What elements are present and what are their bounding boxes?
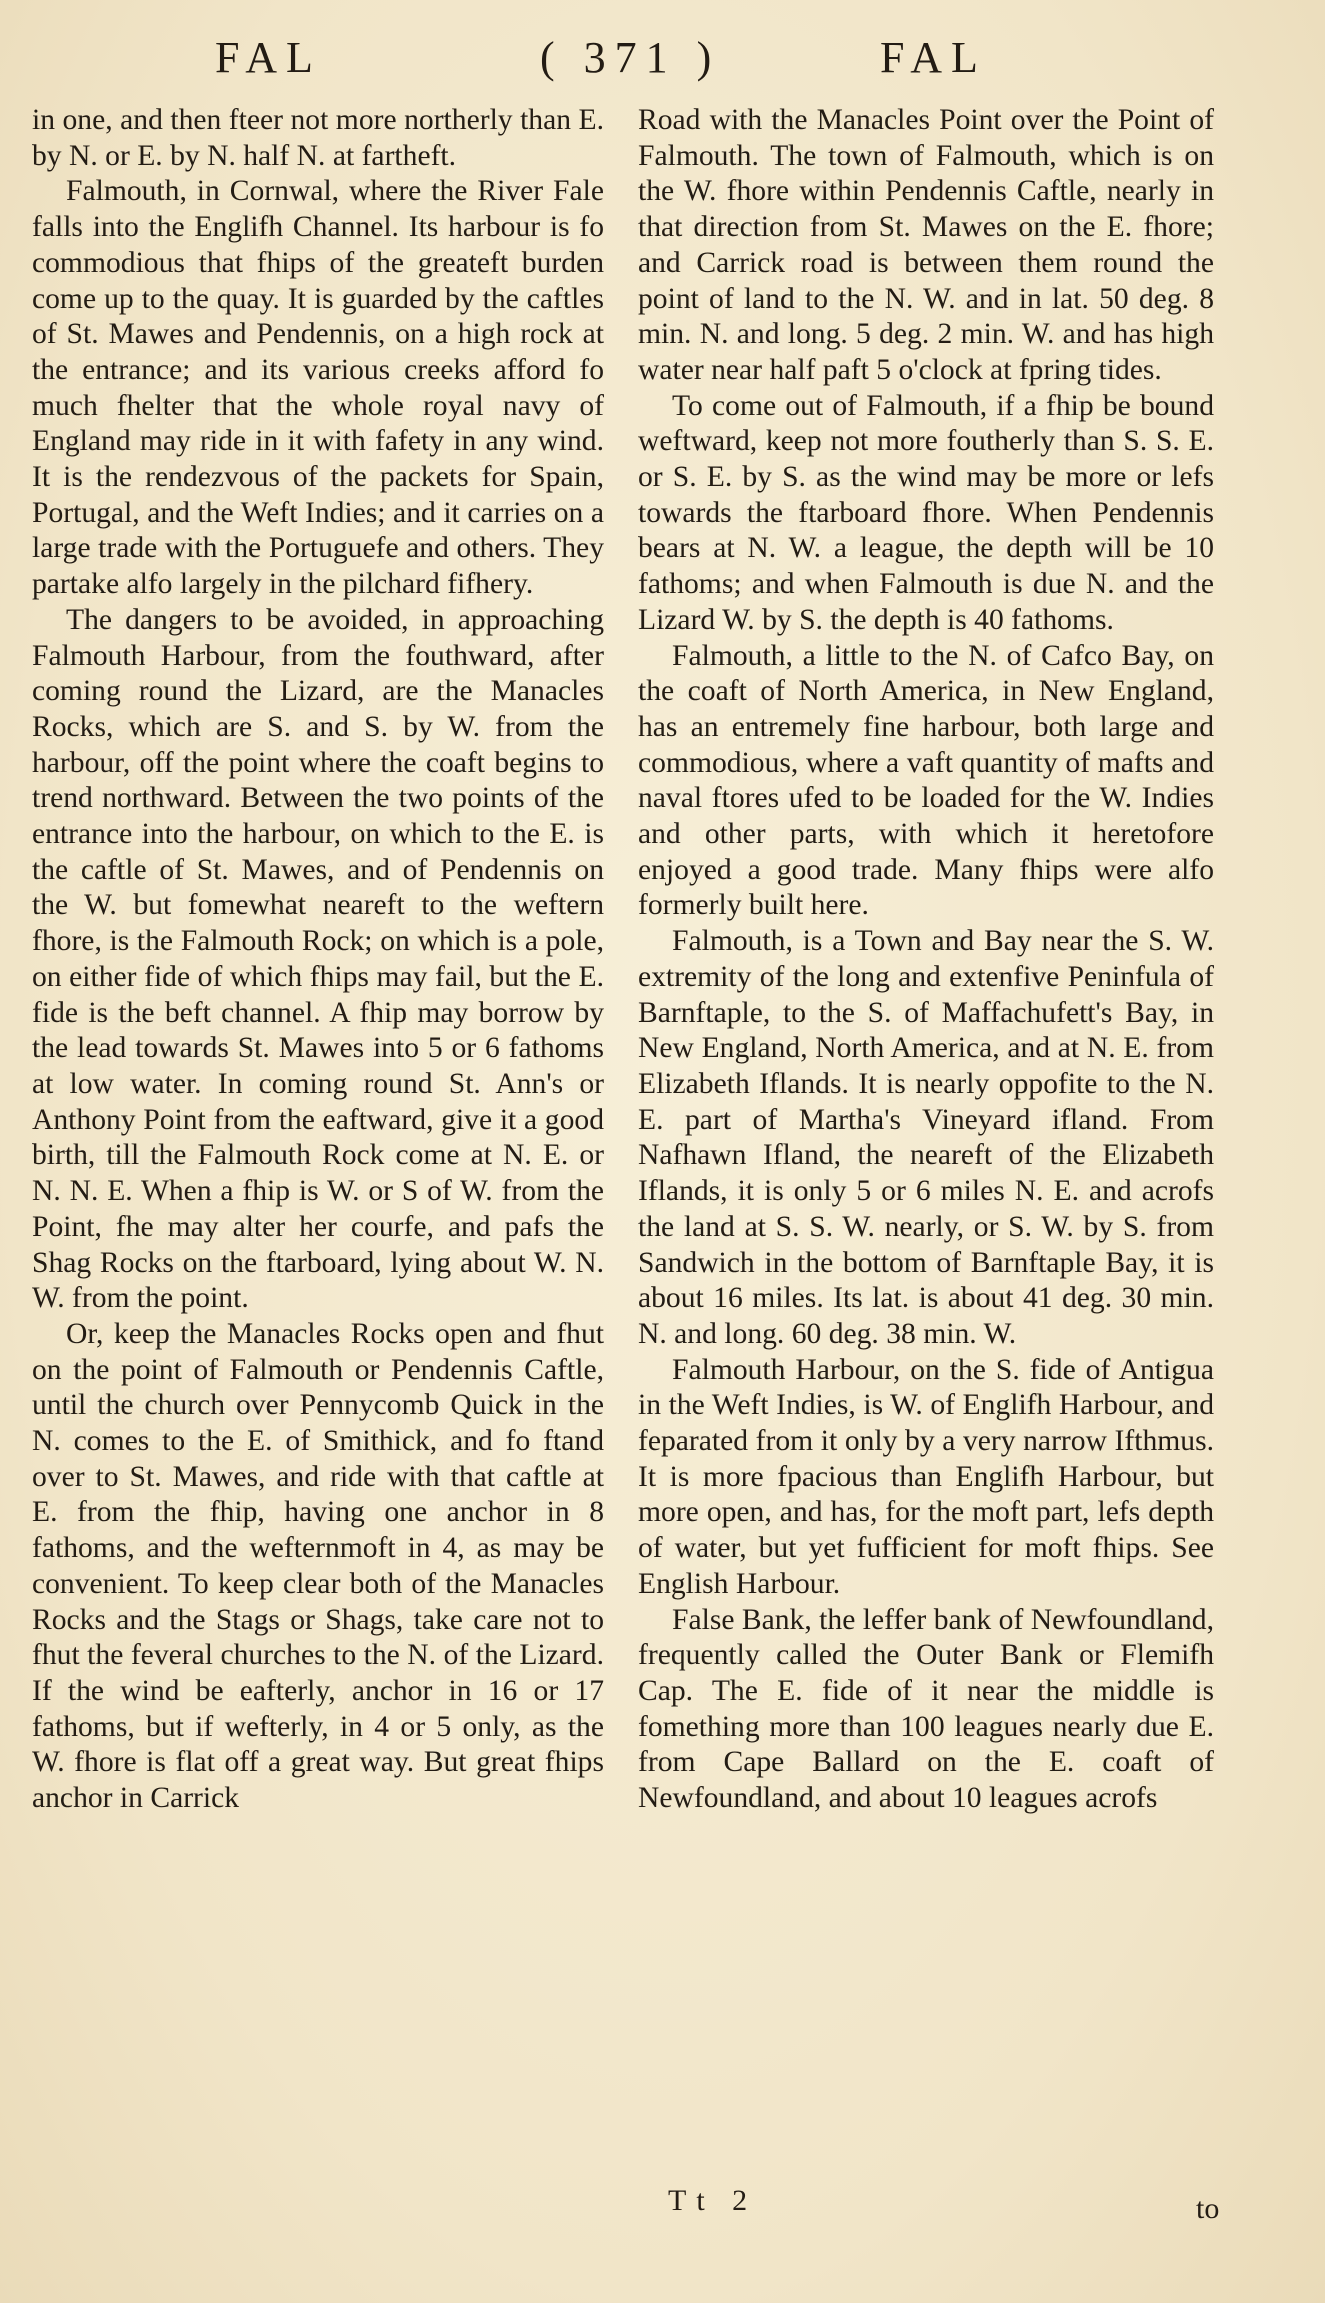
page-number: ( 371 ): [540, 33, 721, 82]
paragraph: in one, and then fteer not more northerly than E. by N. or E. by N. half N. at fartheft.: [32, 104, 604, 172]
right-column: [638, 103, 1214, 1817]
paragraph: The dangers to be avoided, in approaching Falmouth Harbour, from the fouthward, after coming round the Lizard, are the Manacles Rocks, which are S. and S. by W. from the harbour, off the point where the coaft begins to trend northward. Between the two points of the entrance into the harbour, on which to the E. is the caftle of St. Mawes, and of Pendennis on the W. but fomewhat neareft to the weftern fhore, is the Falmouth Rock; on which is a pole, on either fide of which fhips may fail, but the E. fide is the beft channel. A fhip may borrow by the lead towards St. Mawes into 5 or 6 fathoms at low water. In coming round St. Ann's or Anthony Point from the eaftward, give it a good birth, till the Falmouth Rock come at N. E. or N. N. E. When a fhip is W. or S of W. from the Point, fhe may alter her courfe, and pafs the Shag Rocks on the ftarboard, lying about W. N. W. from the point.: [32, 603, 604, 1315]
paragraph: To come out of Falmouth, if a fhip be bound weftward, keep not more foutherly than S. S. E. or S. E. by S. as the wind may be more or lefs towards the ftarboard fhore. When Pendennis bears at N. W. a league, the depth will be 10 fathoms; and when Falmouth is due N. and the Lizard W. by S. the depth is 40 fathoms.: [638, 389, 1214, 636]
signature-mark: Tt 2: [668, 2184, 758, 2217]
entry-falmouth-casco-bay: Falmouth, a little to the N. of Cafco Bay, on the coaft of North America, in New England, has an entremely fine harbour, both large and commodious, where a vaft quantity of mafts and naval ftores ufed to be loaded for the W. Indies and other parts, with which it heretofore enjoyed a good trade. Many fhips were alfo formerly built here.: [638, 639, 1214, 922]
entry-false-bank: False Bank, the leffer bank of Newfoundland, frequently called the Outer Bank or Flemifh Cap. The E. fide of it near the middle is fomething more than 100 leagues nearly due E. from Cape Ballard on the E. coaft of Newfoundland, and about 10 leagues acrofs: [638, 1603, 1214, 1815]
entry-falmouth-barnstaple: Falmouth, is a Town and Bay near the S. W. extremity of the long and extenfive Peninfula of Barnftaple, to the S. of Maffachufett's Bay, in New England, North America, and at N. E. from Elizabeth Iflands. It is nearly oppofite to the N. E. part of Martha's Vineyard ifland. From Nafhawn Ifland, the neareft of the Elizabeth Iflands, it is only 5 or 6 miles N. E. and acrofs the land at S. S. W. nearly, or S. W. by S. from Sandwich in the bottom of Barnftaple Bay, it is about 16 miles. Its lat. is about 41 deg. 30 min. N. and long. 60 deg. 38 min. W.: [638, 925, 1214, 1350]
entry-falmouth-harbour-antigua: Falmouth Harbour, on the S. fide of Antigua in the Weft Indies, is W. of Englifh Harbour, and feparated from it only by a very narrow Ifthmus. It is more fpacious than Englifh Harbour, but more open, and has, for the moft part, lefs depth of water, but yet fufficient for moft fhips. See English Harbour.: [638, 1353, 1214, 1600]
entry-falmouth-cornwall: Falmouth, in Cornwal, where the River Fale falls into the Englifh Channel. Its harbour is fo commodious that fhips of the greateft burden come up to the quay. It is guarded by the caftles of St. Mawes and Pendennis, on a high rock at the entrance; and its various creeks afford fo much fhelter that the whole royal navy of England may ride in it with fafety in any wind. It is the rendezvous of the packets for Spain, Portugal, and the Weft Indies; and it carries on a large trade with the Portuguefe and others. They partake alfo largely in the pilchard fifhery.: [32, 175, 604, 601]
left-column: [32, 103, 604, 1817]
running-head: [0, 28, 1325, 88]
running-head-right: FAL: [880, 33, 987, 82]
paragraph: Or, keep the Manacles Rocks open and fhut on the point of Falmouth or Pendennis Caftle, until the church over Pennycomb Quick in the N. comes to the E. of Smithick, and fo ftand over to St. Mawes, and ride with that caftle at E. from the fhip, having one anchor in 8 fathoms, and the wefternmoft in 4, as may be convenient. To keep clear both of the Manacles Rocks and the Stags or Shags, take care not to fhut the feveral churches to the N. of the Lizard. If the wind be eafterly, anchor in 16 or 17 fathoms, but if wefterly, in 4 or 5 only, as the W. fhore is flat off a great way. But great fhips anchor in Carrick: [32, 1317, 604, 1815]
running-head-left: FAL: [215, 33, 322, 82]
paragraph: Road with the Manacles Point over the Point of Falmouth. The town of Falmouth, which is on the W. fhore within Pendennis Caftle, nearly in that direction from St. Mawes on the E. fhore; and Carrick road is between them round the point of land to the N. W. and in lat. 50 deg. 8 min. N. and long. 5 deg. 2 min. W. and has high water near half paft 5 o'clock at fpring tides.: [638, 104, 1214, 386]
catchword: to: [1196, 2192, 1220, 2225]
